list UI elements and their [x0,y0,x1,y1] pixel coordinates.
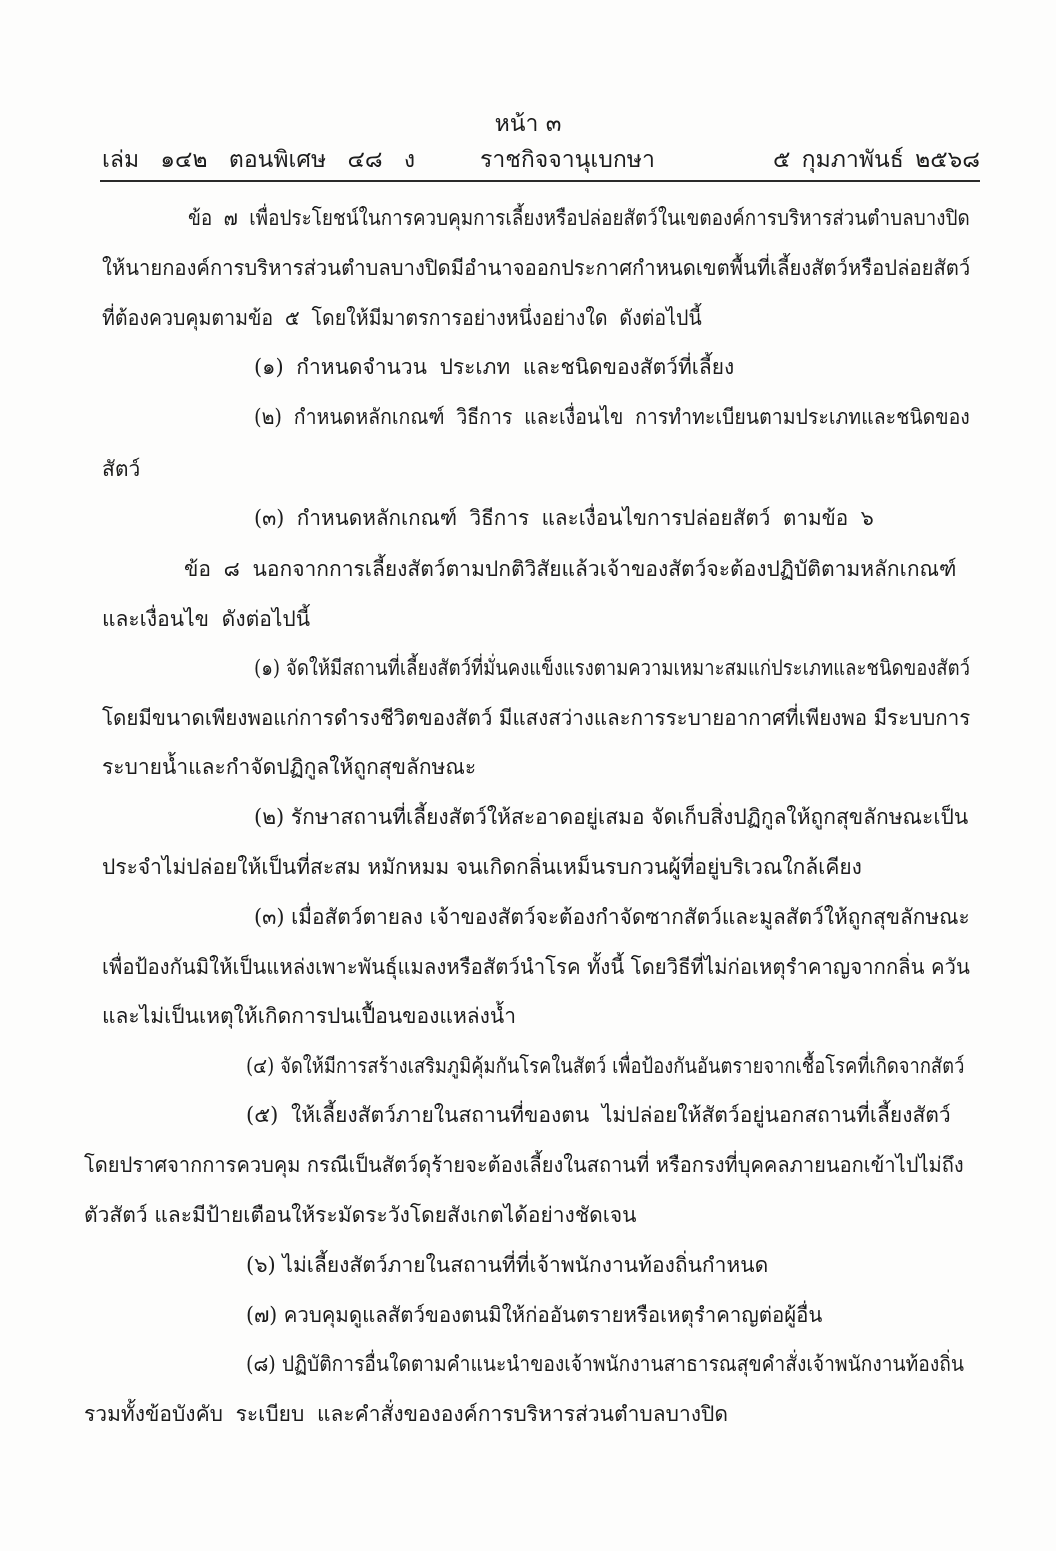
text-line: (๕) ให้เลี้ยงสัตว์ภายในสถานที่ของตน ไม่ปล่อยให้สัตว์อยู่นอกสถานที่เลี้ยงสัตว์ [246,1103,951,1127]
text-line: (๑) กำหนดจำนวน ประเภท และชนิดของสัตว์ที่เลี้ยง [254,355,735,379]
page-number: หน้า ๓ [494,111,562,137]
text-line: และไม่เป็นเหตุให้เกิดการปนเปื้อนของแหล่งน้ำ [102,1004,517,1028]
text-line: (๒) รักษาสถานที่เลี้ยงสัตว์ให้สะอาดอยู่เสมอ จัดเก็บสิ่งปฏิกูลให้ถูกสุขลักษณะเป็น [254,805,969,829]
volume-issue: เล่ม ๑๔๒ ตอนพิเศษ ๔๘ ง [102,147,416,173]
text-line: ที่ต้องควบคุมตามข้อ ๕ โดยให้มีมาตรการอย่างหนึ่งอย่างใด ดังต่อไปนี้ [102,306,702,330]
text-line: ข้อ ๘ นอกจากการเลี้ยงสัตว์ตามปกติวิสัยแล้วเจ้าของสัตว์จะต้องปฏิบัติตามหลักเกณฑ์ [184,557,957,581]
text-line: (๒) กำหนดหลักเกณฑ์ วิธีการ และเงื่อนไข การทำทะเบียนตามประเภทและชนิดของ [254,405,970,429]
text-line: (๗) ควบคุมดูแลสัตว์ของตนมิให้ก่ออันตรายหรือเหตุรำคาญต่อผู้อื่น [246,1303,823,1327]
text-line: ประจำไม่ปล่อยให้เป็นที่สะสม หมักหมม จนเกิดกลิ่นเหม็นรบกวนผู้ที่อยู่บริเวณใกล้เคียง [102,855,862,879]
text-line: (๑) จัดให้มีสถานที่เลี้ยงสัตว์ที่มั่นคงแข็งแรงตามความเหมาะสมแก่ประเภทและชนิดของสัตว์ [254,656,970,680]
gazette-header [102,142,980,176]
text-line: (๓) เมื่อสัตว์ตายลง เจ้าของสัตว์จะต้องกำจัดซากสัตว์และมูลสัตว์ให้ถูกสุขลักษณะ [254,905,970,929]
text-line: (๘) ปฏิบัติการอื่นใดตามคำแนะนำของเจ้าพนักงานสาธารณสุขคำสั่งเจ้าพนักงานท้องถิ่น [246,1352,964,1376]
text-line: (๖) ไม่เลี้ยงสัตว์ภายในสถานที่ที่เจ้าพนักงานท้องถิ่นกำหนด [246,1253,769,1277]
text-line: รวมทั้งข้อบังคับ ระเบียบ และคำสั่งขององค์การบริหารส่วนตำบลบางปิด [84,1402,728,1426]
text-line: ให้นายกองค์การบริหารส่วนตำบลบางปิดมีอำนาจออกประกาศกำหนดเขตพื้นที่เลี้ยงสัตว์หรือปล่อยสัตว์ [102,256,971,280]
text-line: โดยมีขนาดเพียงพอแก่การดำรงชีวิตของสัตว์ มีแสงสว่างและการระบายอากาศที่เพียงพอ มีระบบการ [102,706,971,730]
text-line: เพื่อป้องกันมิให้เป็นแหล่งเพาะพันธุ์แมลงหรือสัตว์นำโรค ทั้งนี้ โดยวิธีที่ไม่ก่อเหตุรำคาญจากกลิ่น ควัน [102,955,970,979]
gazette-title: ราชกิจจานุเบกษา [480,147,655,173]
text-line: สัตว์ [102,457,141,481]
text-line: ตัวสัตว์ และมีป้ายเตือนให้ระมัดระวังโดยสังเกตได้อย่างชัดเจน [84,1203,637,1227]
text-line: (๓) กำหนดหลักเกณฑ์ วิธีการ และเงื่อนไขการปล่อยสัตว์ ตามข้อ ๖ [254,506,874,530]
text-line: โดยปราศจากการควบคุม กรณีเป็นสัตว์ดุร้ายจะต้องเลี้ยงในสถานที่ หรือกรงที่บุคคลภายนอกเข้าไปไม่ถึง [84,1153,964,1177]
text-line: (๔) จัดให้มีการสร้างเสริมภูมิคุ้มกันโรคในสัตว์ เพื่อป้องกันอันตรายจากเชื้อโรคที่เกิดจากสัตว์ [246,1054,965,1078]
publication-date: ๕ กุมภาพันธ์ ๒๕๖๘ [772,147,980,173]
text-line: ระบายน้ำและกำจัดปฏิกูลให้ถูกสุขลักษณะ [102,755,477,779]
header-rule [100,180,980,182]
text-line: และเงื่อนไข ดังต่อไปนี้ [102,607,311,631]
text-line: ข้อ ๗ เพื่อประโยชน์ในการควบคุมการเลี้ยงหรือปล่อยสัตว์ในเขตองค์การบริหารส่วนตำบลบางปิด [188,206,970,230]
